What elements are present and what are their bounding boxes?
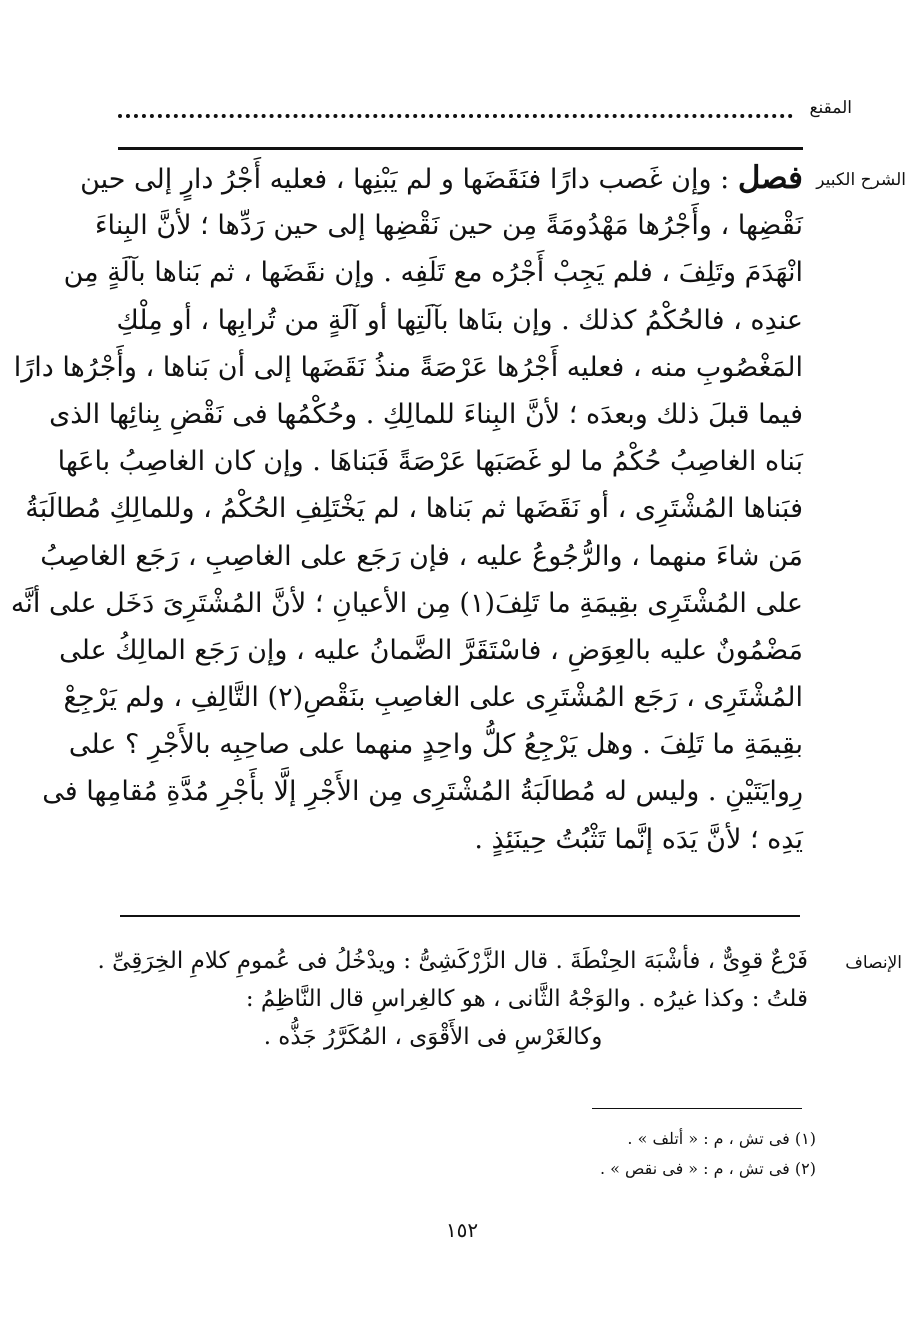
sharh-label: الشرح الكبير xyxy=(816,170,906,190)
text-line: بقِيمَةِ ما تَلِفَ . وهل يَرْجِعُ كلُّ واحِدٍ منهما على صاحِبِه بالأَجْرِ ؟ على xyxy=(68,729,803,761)
header-title: المقنع xyxy=(809,98,852,118)
text-line: فصل : وإن غَصب دارًا فنَقَضَها و لم يَبْنِها ، فعليه أَجْرُ دارٍ إلى حين xyxy=(80,160,803,196)
text-line: المُشْتَرِى ، رَجَع المُشْتَرِى على الغاصِبِ بنَقْصِ(٢) التَّالِفِ ، ولم يَرْجِعْ xyxy=(63,682,803,714)
text-line: نَقْضِها ، وأَجْرُها مَهْدُومَةً مِن حين نَقْضِها إلى حين رَدِّها ؛ لأنَّ البِناءَ xyxy=(94,210,803,242)
page-number: ١٥٢ xyxy=(445,1218,479,1242)
footnote: (٢) فى تش ، م : « فى نقص » . xyxy=(599,1159,816,1178)
header-rule xyxy=(118,147,803,150)
text-line: رِوايَتَيْنِ . وليس له مُطالَبَةُ المُشْتَرِى مِن الأَجْرِ إلَّا بأَجْرِ مُدَّةِ مُقامِها فى xyxy=(42,776,803,808)
text-line: عندِه ، فالحُكْمُ كذلك . وإن بنَاها بآلَتِها أو آلَةٍ من تُرابِها ، أو مِلْكِ xyxy=(116,304,803,336)
text-line: المَغْصُوبِ منه ، فعليه أَجْرُها عَرْصَةً منذُ نَقَضَها إلى أن بَناها ، وأَجْرُها دارًا xyxy=(13,351,803,383)
footnotes xyxy=(416,1124,816,1184)
insaf-line: فَرْعٌ قوِىٌّ ، فأشْبَهَ الحِنْطَةَ . قال الزَّرْكَشِىُّ : ويدْخُلُ فى عُمومِ كلامِ الخِرَقِىِّ . xyxy=(97,948,808,974)
text-line: فبَناها المُشْتَرِى ، أو نَقَضَها ثم بَناها ، لم يَخْتَلِفِ الحُكْمُ ، وللمالِكِ مُطالَبَةُ xyxy=(25,493,803,525)
text-line: فيما قبلَ ذلك وبعدَه ؛ لأنَّ البِناءَ للمالِكِ . وحُكْمُها فى نَقْضِ بِنائِها الذى xyxy=(49,398,803,430)
poem-verse: وكالغَرْسِ فى الأَقْوَى ، المُكَرَّرُ جَذُّه . xyxy=(263,1024,603,1050)
insaf-label: الإنصاف xyxy=(845,953,902,973)
footnote-rule xyxy=(592,1108,802,1109)
main-text xyxy=(10,155,803,863)
insaf-line: قلتُ : وكذا غيرُه . والوَجْهُ الثَّانى ، هو كالغِراسِ قال النَّاظِمُ : xyxy=(245,986,808,1012)
text-line: انْهَدَمَ وتَلِفَ ، فلم يَجِبْ أَجْرُه مع تَلَفِه . وإن نقَضَها ، ثم بَناها بآلَةٍ مِن xyxy=(63,257,803,289)
footnote: (١) فى تش ، م : « أتلف » . xyxy=(627,1129,816,1148)
text-line: مَن شاءَ منهما ، والرُّجُوعُ عليه ، فإن رَجَع على الغاصِبِ ، رَجَع الغاصِبُ xyxy=(40,540,803,572)
insaf-text xyxy=(97,942,808,1056)
section-divider xyxy=(120,915,800,917)
header-dotted-rule xyxy=(118,108,793,122)
text-line: مَضْمُونٌ عليه بالعِوَضِ ، فاسْتَقَرَّ الضَّمانُ عليه ، وإن رَجَع المالِكُ على xyxy=(59,634,803,666)
text-line: يَدِه ؛ لأنَّ يَدَه إنَّما تَثْبُتُ حِينَئِذٍ . xyxy=(474,823,803,855)
text-line: بَناه الغاصِبُ حُكْمُ ما لو غَصَبَها عَرْصَةً فَبَناهَا . وإن كان الغاصِبُ باعَها xyxy=(57,446,803,478)
text-line: على المُشْتَرِى بقِيمَةِ ما تَلِفَ(١) مِن الأعيانِ ؛ لأنَّ المُشْتَرِىَ دَخَل على أنَّه xyxy=(10,587,803,619)
section-heading: فصل xyxy=(737,160,803,196)
